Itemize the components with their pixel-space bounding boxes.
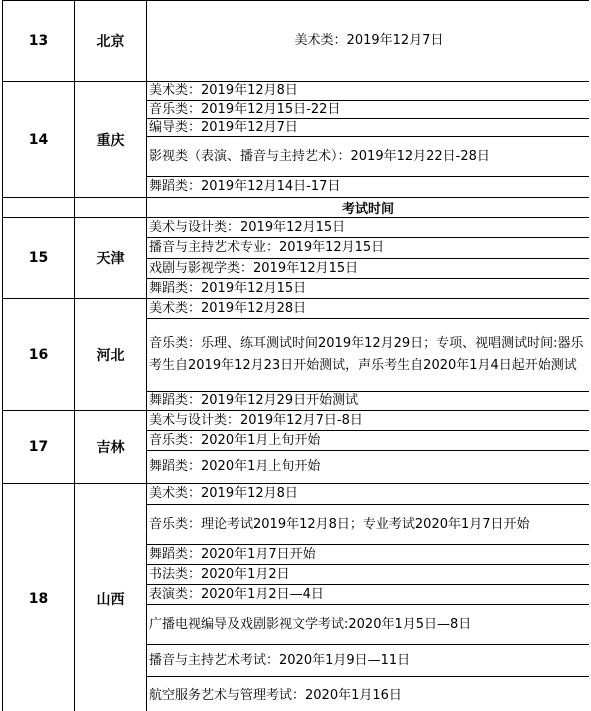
exam-item: 美术与设计类：2019年12月15日 [147, 218, 590, 238]
table-row [3, 484, 590, 505]
exam-item: 广播电视编导及戏剧影视文学考试:2020年1月5日—8日 [147, 605, 590, 645]
exam-time-header: 考试时间 [147, 198, 590, 218]
exam-item: 航空服务艺术与管理考试：2020年1月16日 [147, 677, 590, 711]
province-name: 重庆 [75, 82, 147, 198]
exam-schedule-table [2, 0, 589, 711]
exam-item: 舞蹈类：2019年12月14日-17日 [147, 177, 590, 198]
exam-item: 舞蹈类：2020年1月上旬开始 [147, 451, 590, 484]
table-row [3, 299, 590, 319]
province-name: 北京 [75, 1, 147, 82]
table-row [3, 218, 590, 238]
exam-item: 音乐类：2020年1月上旬开始 [147, 431, 590, 451]
row-number: 14 [3, 82, 75, 198]
header-empty-cell [75, 198, 147, 218]
table-row [3, 1, 590, 82]
section-header-row [3, 198, 590, 218]
province-name: 天津 [75, 218, 147, 299]
row-number: 16 [3, 299, 75, 411]
row-number: 13 [3, 1, 75, 82]
row-number: 17 [3, 411, 75, 484]
header-empty-cell [3, 198, 75, 218]
exam-item: 音乐类：2019年12月15日-22日 [147, 101, 590, 119]
exam-item: 表演类：2020年1月2日—4日 [147, 585, 590, 605]
exam-item: 影视类（表演、播音与主持艺术）：2019年12月22日-28日 [147, 137, 590, 177]
exam-item: 播音与主持艺术专业：2019年12月15日 [147, 238, 590, 259]
province-name: 吉林 [75, 411, 147, 484]
exam-schedule-sheet [2, 0, 589, 711]
exam-item: 编导类：2019年12月7日 [147, 119, 590, 137]
exam-item: 音乐类：理论考试2019年12月8日；专业考试2020年1月7日开始 [147, 505, 590, 545]
province-name: 山西 [75, 484, 147, 711]
row-number: 18 [3, 484, 75, 711]
exam-item: 音乐类：乐理、练耳测试时间2019年12月29日；专项、视唱测试时间:器乐考生自2019年12月23日开始测试，声乐考生自2020年1月4日起开始测试 [147, 319, 590, 392]
exam-item: 书法类：2020年1月2日 [147, 565, 590, 585]
exam-item: 舞蹈类：2019年12月29日开始测试 [147, 392, 590, 411]
exam-item: 美术类：2019年12月8日 [147, 484, 590, 505]
exam-item: 舞蹈类：2019年12月15日 [147, 279, 590, 299]
exam-item: 美术与设计类：2019年12月7日-8日 [147, 411, 590, 431]
exam-item: 美术类：2019年12月7日 [147, 1, 590, 82]
table-row [3, 82, 590, 101]
exam-item: 播音与主持艺术考试：2020年1月9日—11日 [147, 645, 590, 677]
exam-item: 舞蹈类：2020年1月7日开始 [147, 545, 590, 565]
exam-item: 戏剧与影视学类：2019年12月15日 [147, 259, 590, 279]
table-row [3, 411, 590, 431]
row-number: 15 [3, 218, 75, 299]
exam-item: 美术类：2019年12月28日 [147, 299, 590, 319]
province-name: 河北 [75, 299, 147, 411]
exam-item: 美术类：2019年12月8日 [147, 82, 590, 101]
